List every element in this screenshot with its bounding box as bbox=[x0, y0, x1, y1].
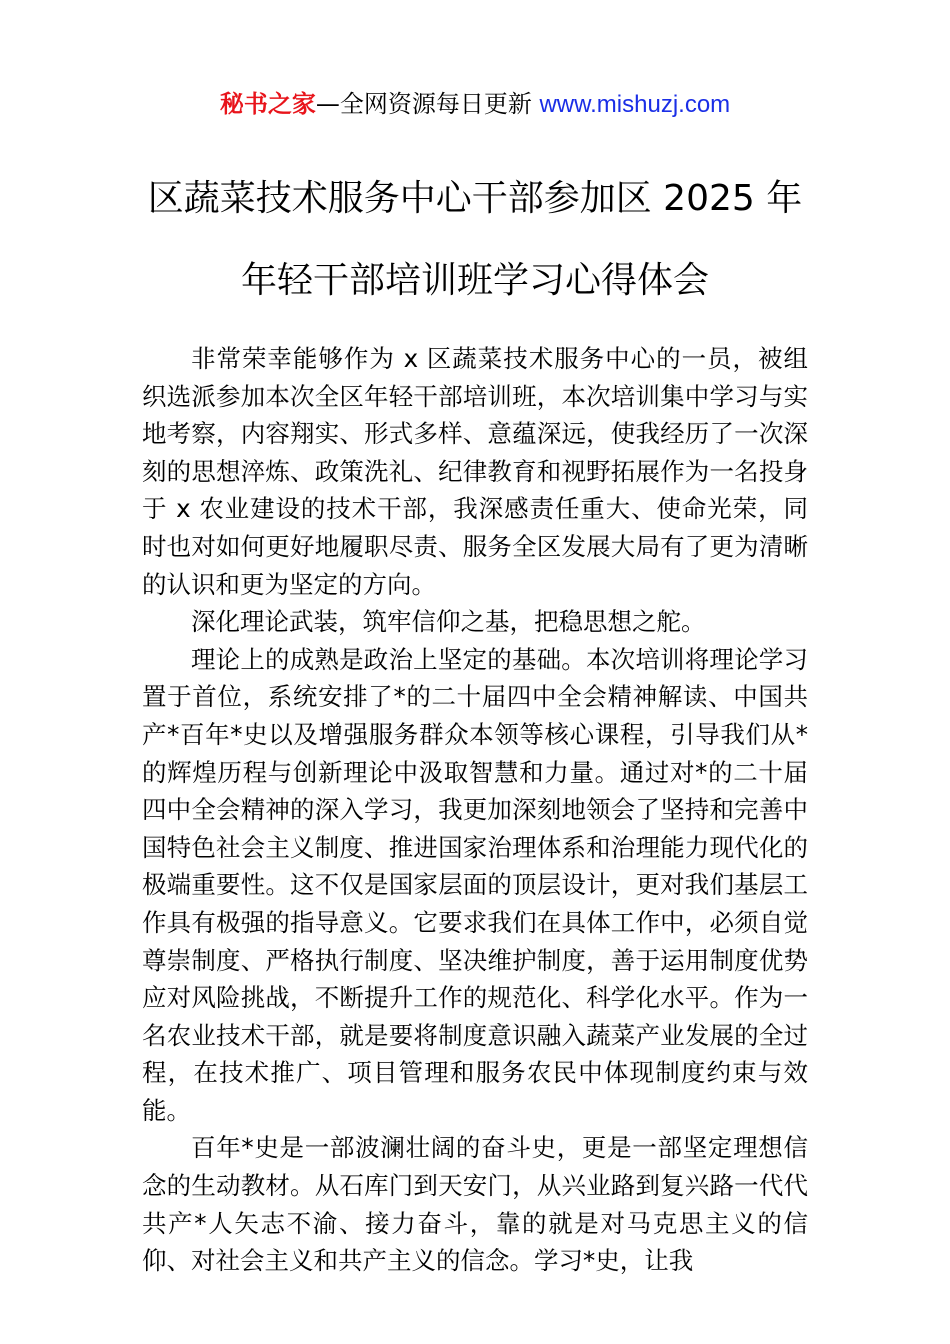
title-line-1: 区蔬菜技术服务中心干部参加区 2025 年 bbox=[147, 178, 803, 219]
title-line-2: 年轻干部培训班学习心得体会 bbox=[240, 260, 709, 301]
body-paragraph: 深化理论武装，筑牢信仰之基，把稳思想之舵。 bbox=[191, 607, 706, 637]
header-tagline: —全网资源每日更新 bbox=[315, 90, 540, 118]
body-paragraph: 理论上的成熟是政治上坚定的基础。本次培训将理论学习置于首位，系统安排了*的二十届四中全会精神解读、中国共产*百年*史以及增强服务群众本领等核心课程，引导我们从*的辉煌历程与创新理论中汲取智慧和力量。通过对*的二十届四中全会精神的深入学习，我更加深刻地领会了坚持和完善中国特色社会主义制度、推进国家治理体系和治理能力现代化的极端重要性。这不仅是国家层面的顶层设计，更对我们基层工作具有极强的指导意义。它要求我们在具体工作中，必须自觉尊崇制度、严格执行制度、坚决维护制度，善于运用制度优势应对风险挑战，不断提升工作的规范化、科学化水平。作为一名农业技术干部，就是要将制度意识融入蔬菜产业发展的全过程，在技术推广、项目管理和服务农民中体现制度约束与效能。 bbox=[142, 644, 808, 1125]
site-url-link[interactable]: www.mishuzj.com bbox=[539, 91, 731, 118]
body-paragraph: 百年*史是一部波澜壮阔的奋斗史，更是一部坚定理想信念的生动教材。从石库门到天安门，从兴业路到复兴路一代代共产*人矢志不渝、接力奋斗，靠的就是对马克思主义的信仰、对社会主义和共产主义的信念。学习*史，让我 bbox=[142, 1133, 808, 1276]
body-paragraph: 非常荣幸能够作为 x 区蔬菜技术服务中心的一员，被组织选派参加本次全区年轻干部培训班，本次培训集中学习与实地考察，内容翔实、形式多样、意蕴深远，使我经历了一次深刻的思想淬炼、政策洗礼、纪律教育和视野拓展作为一名投身于 x 农业建设的技术干部，我深感责任重大、使命光荣，同时也对如何更好地履职尽责、服务全区发展大局有了更为清晰的认识和更为坚定的方向。 bbox=[142, 344, 808, 599]
document-title bbox=[0, 158, 950, 322]
document-body bbox=[142, 340, 808, 1280]
site-header bbox=[0, 86, 950, 123]
brand-name: 秘书之家 bbox=[219, 90, 316, 118]
